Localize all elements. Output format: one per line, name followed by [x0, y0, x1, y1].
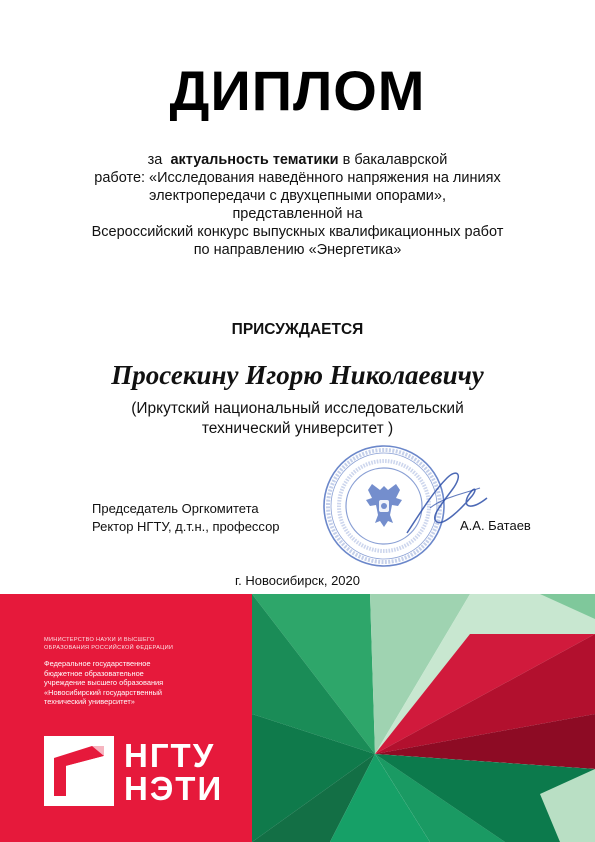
description-line-6: по направлению «Энергетика» — [193, 242, 402, 258]
university-line-1: Федеральное государственное — [44, 659, 151, 668]
description-line-3: электропередачи с двухцепными опорами», — [149, 188, 446, 204]
ministry-line-1: МИНИСТЕРСТВО НАУКИ И ВЫСШЕГО — [44, 637, 155, 643]
organization-line-1: (Иркутский национальный исследовательский — [131, 400, 464, 417]
description-line-2: работе: «Исследования наведённого напряжения на линиях — [94, 170, 501, 186]
ngtu-logo-icon — [44, 736, 114, 806]
logo-text-ngtu: НГТУ — [124, 737, 216, 774]
round-seal-icon — [312, 438, 512, 573]
diploma-title: ДИПЛОМ — [169, 59, 426, 122]
recipient-organization — [60, 399, 535, 439]
ministry-caption — [44, 636, 244, 652]
signatory-positions — [92, 500, 280, 536]
description-in-work: в бакалаврской — [342, 152, 448, 168]
university-full-name — [44, 659, 244, 707]
place-and-date: г. Новосибирск, 2020 — [234, 573, 361, 588]
university-line-5: технический университет» — [44, 697, 135, 706]
signatory-name: А.А. Батаев — [460, 518, 531, 533]
award-description — [40, 151, 555, 259]
university-line-2: бюджетное образовательное — [44, 668, 144, 678]
ministry-line-2: ОБРАЗОВАНИЯ РОССИЙСКОЙ ФЕДЕРАЦИИ — [44, 645, 174, 651]
description-line-1 — [40, 151, 555, 169]
description-line-5: Всероссийский конкурс выпускных квалификационных работ — [91, 224, 504, 240]
nomination: актуальность тематики — [170, 152, 339, 168]
organization-line-2: технический университет ) — [201, 420, 394, 437]
recipient-name: Просекину Игорю Николаевичу — [111, 360, 484, 390]
award-label: ПРИСУЖДАЕТСЯ — [231, 321, 364, 338]
description-za: за — [147, 152, 163, 168]
logo-text-neti: НЭТИ — [124, 770, 224, 807]
description-line-4: представленной на — [232, 206, 363, 222]
signatory-position-2: Ректор НГТУ, д.т.н., профессор — [92, 519, 280, 534]
university-line-4: «Новосибирский государственный — [44, 687, 163, 697]
university-line-3: учреждение высшего образования — [44, 678, 164, 687]
signatory-position-1: Председатель Оргкомитета — [92, 501, 259, 516]
